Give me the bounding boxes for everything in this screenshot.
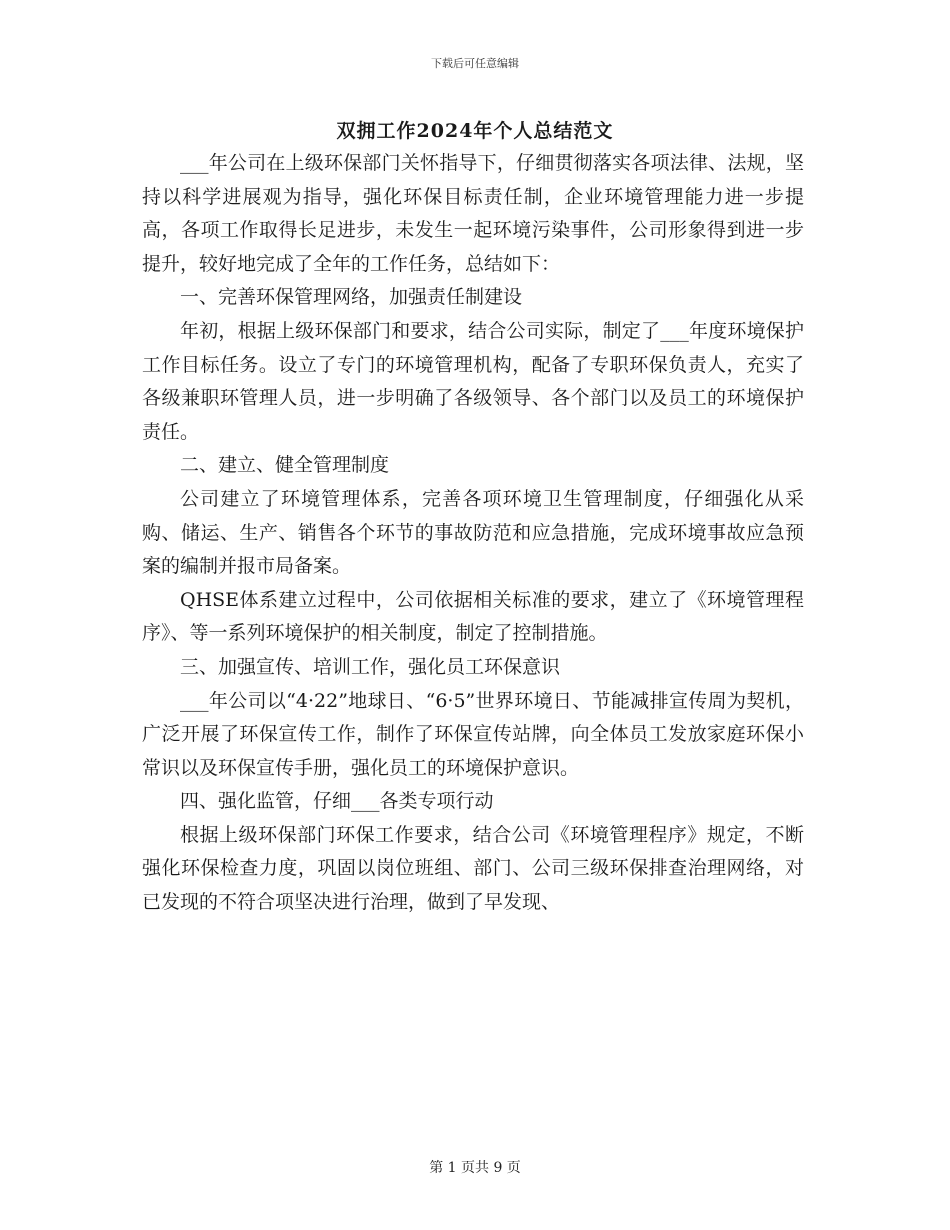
- section-heading-2: 二、建立、健全管理制度: [180, 454, 390, 477]
- section-heading-4: 四、强化监管，仔细___各类专项行动: [180, 790, 494, 813]
- page-number-footer: 第 1 页共 9 页: [429, 1160, 521, 1176]
- section-heading-1: 一、完善环保管理网络，加强责任制建设: [180, 286, 523, 309]
- paragraph: QHSE体系建立过程中，公司依据相关标准的要求，建立了《环境管理程序》、等一系列环境保护的相关制度，制定了控制措施。: [142, 588, 804, 645]
- section-heading-3: 三、加强宣传、培训工作，强化员工环保意识: [180, 655, 561, 678]
- paragraph: 年初，根据上级环保部门和要求，结合公司实际，制定了___年度环境保护工作目标任务。设立了专门的环境管理机构，配备了专职环保负责人，充实了各级兼职环管理人员，进一步明确了各级领导、各个部门以及员工的环境保护责任。: [142, 319, 804, 443]
- paragraph: 根据上级环保部门环保工作要求，结合公司《环境管理程序》规定，不断强化环保检查力度，巩固以岗位班组、部门、公司三级环保排查治理网络，对已发现的不符合项坚决进行治理，做到了早发现、: [142, 823, 804, 914]
- paragraph-intro: ___年公司在上级环保部门关怀指导下，仔细贯彻落实各项法律、法规，坚持以科学进展观为指导，强化环保目标责任制，企业环境管理能力进一步提高，各项工作取得长足进步，未发生一起环境污染事件，公司形象得到进一步提升，较好地完成了全年的工作任务，总结如下：: [142, 152, 804, 275]
- paragraph: 公司建立了环境管理体系，完善各项环境卫生管理制度，仔细强化从采购、储运、生产、销售各个环节的事故防范和应急措施，完成环境事故应急预案的编制并报市局备案。: [142, 487, 804, 578]
- document-body: [142, 147, 804, 920]
- paragraph: ___年公司以“4·22”地球日、“6·5”世界环境日、节能减排宣传周为契机，广泛开展了环保宣传工作，制作了环保宣传站牌，向全体员工发放家庭环保小常识以及环保宣传手册，强化员工的环境保护意识。: [142, 689, 804, 779]
- page-header-note: 下载后可任意编辑: [431, 57, 519, 70]
- document-title: 双拥工作2024年个人总结范文: [336, 120, 614, 142]
